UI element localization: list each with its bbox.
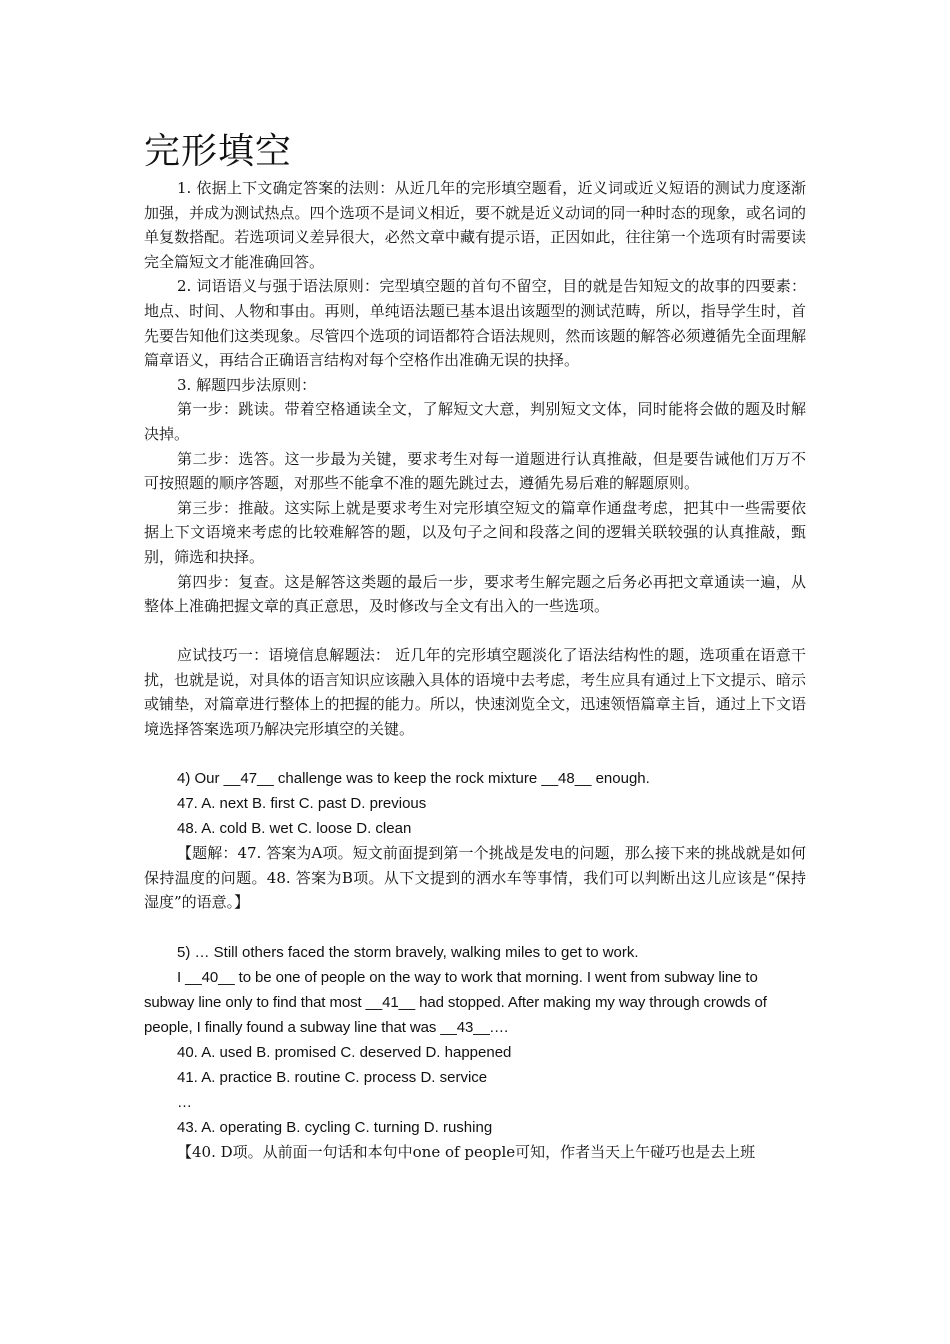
example-5-explanation: 【40. D项。从前面一句话和本句中one of people可知，作者当天上午碰巧也是去上班 <box>177 1142 756 1161</box>
rule-1: 1. 依据上下文确定答案的法则：从近几年的完形填空题看，近义词或近义短语的测试力度逐渐加强，并成为测试热点。四个选项不是词义相近，要不就是近义动词的同一种时态的现象，或名词的单复数搭配。若选项词义差异很大，必然文章中藏有提示语，正因如此，往往第一个选项有时需要读完全篇短文才能准确回答。 <box>144 179 806 271</box>
tip-1: 应试技巧一：语境信息解题法： 近几年的完形填空题淡化了语法结构性的题，选项重在语意干扰，也就是说，对具体的语言知识应该融入具体的语境中去考虑，考生应具有通过上下文提示、暗示或铺垫，对篇章进行整体上的把握的能力。所以，快速浏览全文，迅速领悟篇章主旨，通过上下文语境选择答案选项乃解决完形填空的关键。 <box>144 646 806 739</box>
document-page <box>144 130 806 1164</box>
spacer <box>144 619 806 644</box>
step-2: 第二步：选答。这一步最为关键，要求考生对每一道题进行认真推敲，但是要告诫他们万万不可按照题的顺序答题，对那些不能拿不准的题先跳过去，遵循先易后难的解题原则。 <box>144 449 806 493</box>
page-title: 完形填空 <box>144 131 293 172</box>
question-40-options: 40. A. used B. promised C. deserved D. happened <box>177 1043 512 1061</box>
question-47-options: 47. A. next B. first C. past D. previous <box>177 795 427 813</box>
ellipsis: … <box>177 1093 192 1111</box>
rule-3: 3. 解题四步法原则： <box>177 375 317 394</box>
example-5-passage: I __40__ to be one of people on the way to work that morning. I went from subway line to subway line only to find that most __41__ had stopped. After making my way through crowds of people, I finally found a subway line that was __43__.… <box>144 968 767 1036</box>
question-41-options: 41. A. practice B. routine C. process D. service <box>177 1068 488 1086</box>
step-1: 第一步：跳读。带着空格通读全文，了解短文大意，判别短文文体，同时能将会做的题及时解决掉。 <box>144 400 806 443</box>
question-43-options: 43. A. operating B. cycling C. turning D. rushing <box>177 1118 493 1136</box>
example-4-explanation: 【题解：47. 答案为A项。短文前面提到第一个挑战是发电的问题，那么接下来的挑战就是如何保持温度的问题。48. 答案为B项。从下文提到的洒水车等事情，我们可以判断出这儿应该是“保持湿度”的语意。】 <box>144 844 806 912</box>
step-4: 第四步：复查。这是解答这类题的最后一步，要求考生解完题之后务必再把文章通读一遍，从整体上准确把握文章的真正意思，及时修改与全文有出入的一些选项。 <box>144 572 806 616</box>
rule-2: 2. 词语语义与强于语法原则：完型填空题的首句不留空，目的就是告知短文的故事的四要素：地点、时间、人物和事由。再则，单纯语法题已基本退出该题型的测试范畴，所以，指导学生时，首先要告知他们这类现象。尽管四个选项的词语都符合语法规则，然而该题的解答必须遵循先全面理解篇章语义，再结合正确语言结构对每个空格作出准确无误的抉择。 <box>144 277 806 370</box>
question-48-options: 48. A. cold B. wet C. loose D. clean <box>177 820 412 838</box>
spacer <box>144 915 806 940</box>
example-4-sentence: 4) Our __47__ challenge was to keep the rock mixture __48__ enough. <box>177 770 650 788</box>
spacer <box>144 742 806 767</box>
step-3: 第三步：推敲。这实际上就是要求考生对完形填空短文的篇章作通盘考虑，把其中一些需要依据上下文语境来考虑的比较难解答的题，以及句子之间和段落之间的逻辑关联较强的认真推敲，甄别，筛选和抉择。 <box>144 498 806 566</box>
example-5-intro: 5) … Still others faced the storm bravely, walking miles to get to work. <box>177 943 639 961</box>
